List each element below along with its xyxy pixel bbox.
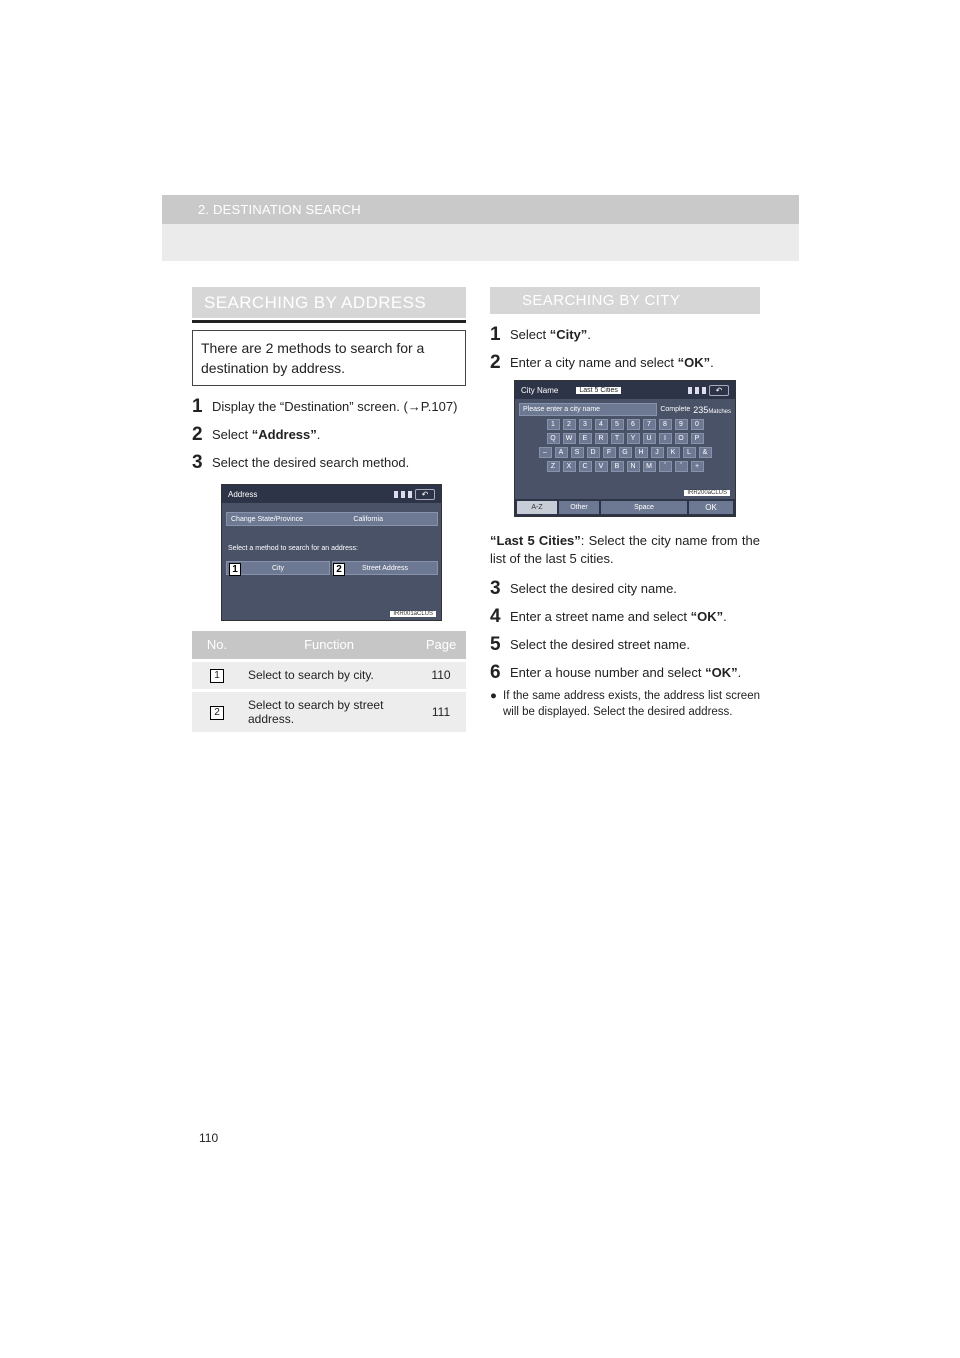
key[interactable]: K xyxy=(667,447,680,458)
key[interactable]: V xyxy=(595,461,608,472)
step-1 xyxy=(490,326,760,344)
key[interactable]: 2 xyxy=(563,419,576,430)
key[interactable]: J xyxy=(651,447,664,458)
step-text-post: . xyxy=(737,665,742,680)
section-heading-address xyxy=(192,287,466,318)
key[interactable]: ˇ xyxy=(659,461,672,472)
image-code: IRR200aCLUS xyxy=(684,490,730,496)
chapter-bar xyxy=(162,195,799,224)
page-header xyxy=(162,195,799,261)
key[interactable]: + xyxy=(691,461,704,472)
step-text xyxy=(510,608,760,626)
step-text xyxy=(510,664,760,682)
key[interactable]: 1 xyxy=(547,419,560,430)
complete-label: Complete xyxy=(660,406,691,413)
key[interactable]: A xyxy=(555,447,568,458)
battery-icon xyxy=(702,387,706,394)
key[interactable]: & xyxy=(699,447,712,458)
bluetooth-icon xyxy=(688,387,692,394)
city-name-input[interactable]: Please enter a city name xyxy=(519,403,657,416)
screen-title: City Name xyxy=(521,385,559,395)
last-5-cities-button[interactable]: Last 5 Cities xyxy=(576,387,621,394)
street-address-button[interactable] xyxy=(332,561,438,575)
step-3 xyxy=(490,580,760,598)
left-column xyxy=(192,287,466,732)
step-number: 2 xyxy=(192,424,203,445)
step-text-bold: “OK” xyxy=(705,665,738,680)
last-5-cities-term: “Last 5 Cities” xyxy=(490,533,581,548)
key[interactable]: G xyxy=(619,447,632,458)
key[interactable]: L xyxy=(683,447,696,458)
column-header: Function xyxy=(242,631,416,660)
digit-row xyxy=(515,419,735,430)
step-text: Select the desired city name. xyxy=(510,581,677,596)
key[interactable]: R xyxy=(595,433,608,444)
key[interactable]: 7 xyxy=(643,419,656,430)
number-box: 2 xyxy=(210,706,224,720)
bullet-dot-icon: ● xyxy=(490,690,497,702)
screenshot-topbar xyxy=(222,485,441,503)
note-bullet xyxy=(490,688,760,720)
step-4 xyxy=(490,608,760,626)
change-state-row[interactable] xyxy=(226,512,438,526)
intro-box: There are 2 methods to search for a destination by address. xyxy=(192,330,466,386)
key[interactable]: M xyxy=(643,461,656,472)
column-header: Page xyxy=(416,631,466,660)
table-row xyxy=(192,690,466,732)
step-number: 4 xyxy=(490,606,501,627)
key[interactable]: O xyxy=(675,433,688,444)
key[interactable]: E xyxy=(579,433,592,444)
key[interactable]: ˆ xyxy=(675,461,688,472)
last-5-cities-note xyxy=(490,532,760,568)
step-text-bold: “Address” xyxy=(251,427,317,442)
step-6 xyxy=(490,664,760,682)
step-number: 3 xyxy=(490,578,501,599)
right-column xyxy=(490,287,760,720)
step-text-bold: “OK” xyxy=(690,609,724,624)
row-number xyxy=(192,690,242,732)
back-icon[interactable]: ↶ xyxy=(415,489,435,500)
status-icons xyxy=(688,385,729,396)
step-3 xyxy=(192,454,466,472)
key[interactable]: D xyxy=(587,447,600,458)
city-label: City xyxy=(271,564,285,572)
section-heading-text: SEARCHING BY ADDRESS xyxy=(204,292,427,312)
section-rule xyxy=(192,320,466,323)
screenshot-topbar xyxy=(515,381,735,399)
key[interactable]: 5 xyxy=(611,419,624,430)
space-button[interactable]: Space xyxy=(601,501,687,514)
key[interactable]: X xyxy=(563,461,576,472)
step-number: 1 xyxy=(192,396,203,417)
signal-icon xyxy=(401,491,405,498)
key[interactable]: Y xyxy=(627,433,640,444)
step-text: Display the “Destination” screen. (→P.107) xyxy=(212,399,458,414)
key[interactable]: B xyxy=(611,461,624,472)
step-5 xyxy=(490,636,760,654)
screen-title: Address xyxy=(228,489,258,499)
address-screenshot xyxy=(221,484,442,621)
state-value: California xyxy=(353,515,383,523)
table-row xyxy=(192,660,466,690)
key[interactable]: 8 xyxy=(659,419,672,430)
callout-marker-2: 2 xyxy=(333,563,345,576)
chapter-title: 2. DESTINATION SEARCH xyxy=(198,202,361,217)
step-2 xyxy=(490,354,760,372)
step-text xyxy=(212,426,466,444)
a-z-button[interactable]: A-Z xyxy=(517,501,557,514)
key[interactable]: 3 xyxy=(579,419,592,430)
step-text-bold: “OK” xyxy=(677,355,711,370)
step-text-post: . xyxy=(587,327,591,342)
section-heading-city xyxy=(490,287,760,314)
letter-row-2 xyxy=(515,447,735,458)
step-text xyxy=(510,326,760,344)
bluetooth-icon xyxy=(394,491,398,498)
key[interactable]: Q xyxy=(547,433,560,444)
input-row xyxy=(515,399,735,416)
row-function: Select to search by city. xyxy=(242,660,416,690)
page-number: 110 xyxy=(199,1131,219,1145)
step-text: Select the desired street name. xyxy=(510,637,690,652)
matches-label: Matches xyxy=(708,408,731,415)
row-page: 111 xyxy=(416,690,466,732)
key[interactable]: 4 xyxy=(595,419,608,430)
step-text-post: . xyxy=(723,609,727,624)
key[interactable]: Z xyxy=(547,461,560,472)
step-text-pre: Enter a house number and select xyxy=(510,665,706,680)
key[interactable]: 9 xyxy=(675,419,688,430)
key[interactable]: P xyxy=(691,433,704,444)
step-number: 5 xyxy=(490,634,501,655)
key[interactable]: C xyxy=(579,461,592,472)
letter-row-3 xyxy=(515,461,735,472)
city-button[interactable] xyxy=(226,561,330,575)
callout-marker-1: 1 xyxy=(229,563,241,576)
change-state-button[interactable]: Change State/Province xyxy=(231,515,303,523)
keyboard-bottom-bar xyxy=(515,499,735,516)
method-prompt: Select a method to search for an address: xyxy=(228,545,358,552)
key[interactable]: N xyxy=(627,461,640,472)
key[interactable]: U xyxy=(643,433,656,444)
key[interactable]: S xyxy=(571,447,584,458)
key[interactable]: F xyxy=(603,447,616,458)
key[interactable]: – xyxy=(539,447,552,458)
topbar-left xyxy=(521,386,621,395)
street-address-label: Street Address xyxy=(362,564,408,572)
matches-value: 235 xyxy=(693,404,709,415)
city-name-screenshot xyxy=(514,380,736,517)
matches-count xyxy=(693,405,731,415)
step-text-bold: “City” xyxy=(549,327,588,342)
step-text: Select the desired search method. xyxy=(212,455,410,470)
table-header-row xyxy=(192,631,466,660)
step-text-pre: Enter a street name and select xyxy=(510,609,691,624)
step-number: 1 xyxy=(490,324,501,345)
row-number xyxy=(192,660,242,690)
status-icons xyxy=(394,489,435,500)
row-page: 110 xyxy=(416,660,466,690)
other-button[interactable]: Other xyxy=(559,501,599,514)
step-number: 3 xyxy=(192,452,203,473)
step-text-pre: Enter a city name and select xyxy=(510,355,678,370)
signal-icon xyxy=(695,387,699,394)
number-box: 1 xyxy=(210,669,224,683)
column-header: No. xyxy=(192,631,242,660)
step-1 xyxy=(192,398,466,416)
step-text-post: . xyxy=(710,355,714,370)
section-heading-text: SEARCHING BY CITY xyxy=(522,292,681,309)
last-5-cities-description: : Select the city name from the list of the last 5 cities. xyxy=(490,533,760,566)
back-icon[interactable]: ↶ xyxy=(709,385,729,396)
bullet-text: If the same address exists, the address list screen will be displayed. Select the desired address. xyxy=(503,690,760,718)
step-number: 6 xyxy=(490,662,501,683)
key[interactable]: T xyxy=(611,433,624,444)
step-text xyxy=(510,354,760,372)
row-function: Select to search by street address. xyxy=(242,690,416,732)
ok-button[interactable]: OK xyxy=(689,501,733,514)
image-code: IRR001aCLUS xyxy=(390,611,436,617)
key[interactable]: W xyxy=(563,433,576,444)
key[interactable]: H xyxy=(635,447,648,458)
step-number: 2 xyxy=(490,352,501,373)
key[interactable]: 0 xyxy=(691,419,704,430)
battery-icon xyxy=(408,491,412,498)
letter-row-1 xyxy=(515,433,735,444)
key[interactable]: 6 xyxy=(627,419,640,430)
step-text-pre: Select xyxy=(212,427,252,442)
step-text-pre: Select xyxy=(510,327,550,342)
step-text-post: . xyxy=(316,427,321,442)
step-2 xyxy=(192,426,466,444)
function-table xyxy=(192,631,466,732)
key[interactable]: I xyxy=(659,433,672,444)
